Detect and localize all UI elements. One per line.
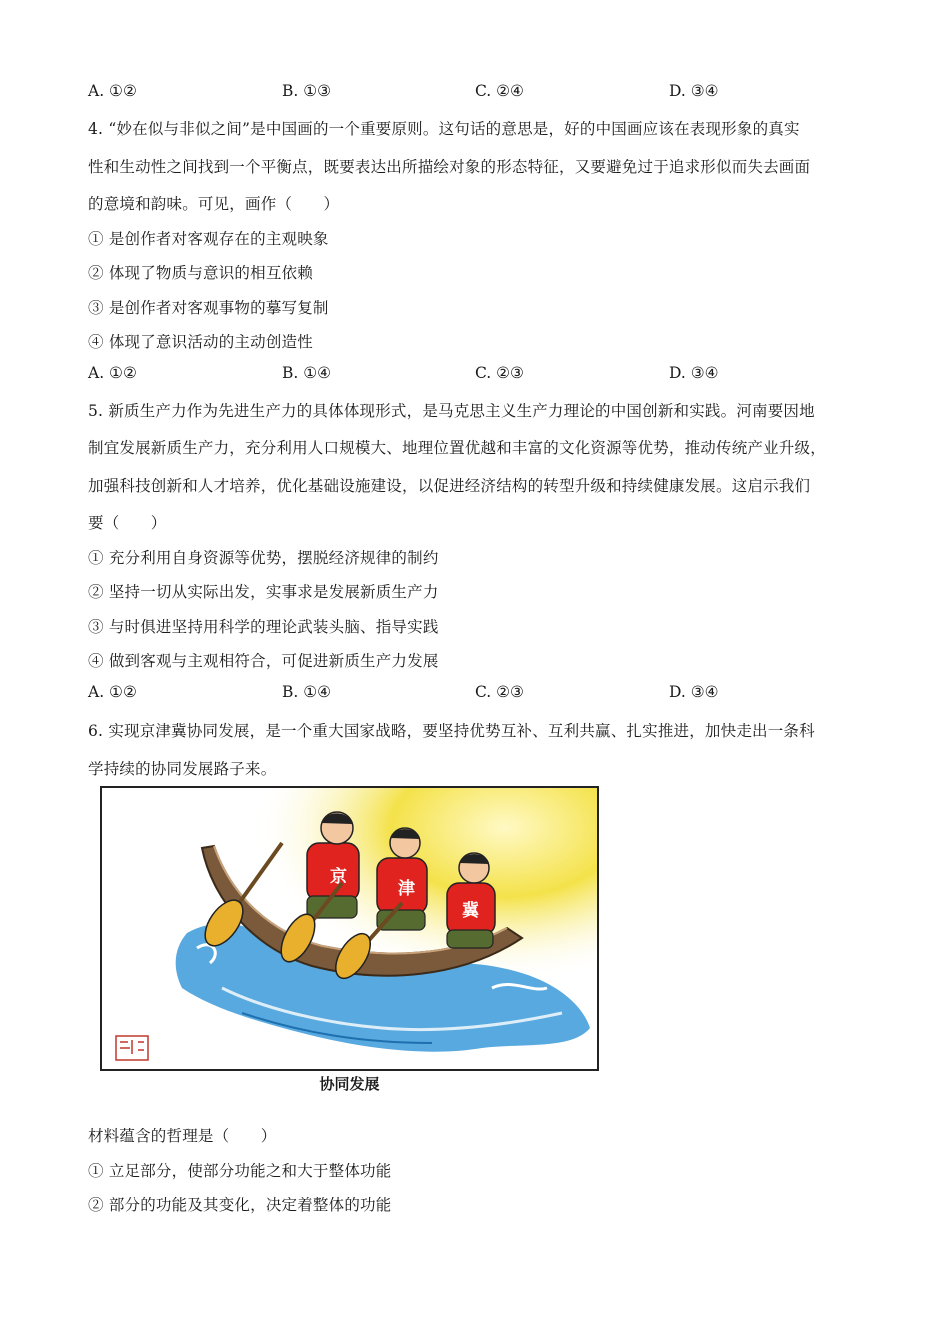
q5-stem-line-3: 加强科技创新和人才培养，优化基础设施建设，以促进经济结构的转型升级和持续健康发展。这启示我们 bbox=[88, 477, 811, 495]
q5-stem-line-1: 5. 新质生产力作为先进生产力的具体体现形式，是马克思主义生产力理论的中国创新和实践。河南要因地 bbox=[88, 402, 815, 420]
q4-stem-line-1: 4. “妙在似与非似之间”是中国画的一个重要原则。这句话的意思是，好的中国画应该在表现形象的真实 bbox=[88, 120, 800, 138]
q4-option-b[interactable]: B. ①④ bbox=[282, 364, 332, 382]
q5-item-1: ① 充分利用自身资源等优势，摆脱经济规律的制约 bbox=[88, 549, 439, 567]
figure-caption: 协同发展 bbox=[319, 1075, 380, 1093]
cartoon-figure bbox=[100, 786, 599, 1071]
q6-stem-line-2: 学持续的协同发展路子来。 bbox=[88, 760, 277, 778]
rowing-boat-illustration bbox=[102, 788, 597, 1069]
q3-option-b[interactable]: B. ①③ bbox=[282, 82, 332, 100]
shirt-label-ji: 冀 bbox=[462, 901, 479, 921]
shirt-label-jin: 津 bbox=[398, 879, 415, 899]
q4-item-4: ④ 体现了意识活动的主动创造性 bbox=[88, 333, 313, 351]
q3-option-c[interactable]: C. ②④ bbox=[475, 82, 524, 100]
q5-stem-line-2: 制宜发展新质生产力，充分利用人口规模大、地理位置优越和丰富的文化资源等优势，推动传统产业升级， bbox=[88, 439, 826, 457]
q4-item-2: ② 体现了物质与意识的相互依赖 bbox=[88, 264, 313, 282]
q5-item-4: ④ 做到客观与主观相符合，可促进新质生产力发展 bbox=[88, 652, 439, 670]
q5-item-2: ② 坚持一切从实际出发，实事求是发展新质生产力 bbox=[88, 583, 439, 601]
q5-stem-line-4: 要（ ） bbox=[88, 514, 167, 532]
q5-option-b[interactable]: B. ①④ bbox=[282, 683, 332, 701]
shirt-label-jing: 京 bbox=[330, 867, 347, 887]
q4-option-d[interactable]: D. ③④ bbox=[669, 364, 719, 382]
q6-item-1: ① 立足部分，使部分功能之和大于整体功能 bbox=[88, 1162, 392, 1180]
q5-option-d[interactable]: D. ③④ bbox=[669, 683, 719, 701]
q4-stem-line-3: 的意境和韵味。可见，画作（ ） bbox=[88, 195, 340, 213]
q6-item-2: ② 部分的功能及其变化，决定着整体的功能 bbox=[88, 1196, 392, 1214]
q4-option-c[interactable]: C. ②③ bbox=[475, 364, 524, 382]
q4-stem-line-2: 性和生动性之间找到一个平衡点，既要表达出所描绘对象的形态特征，又要避免过于追求形似而失去画面 bbox=[88, 158, 811, 176]
q6-stem-line-1: 6. 实现京津冀协同发展，是一个重大国家战略，要坚持优势互补、互利共赢、扎实推进，加快走出一条科 bbox=[88, 722, 815, 740]
q4-option-a[interactable]: A. ①② bbox=[88, 364, 137, 382]
q5-option-a[interactable]: A. ①② bbox=[88, 683, 137, 701]
q3-option-a[interactable]: A. ①② bbox=[88, 82, 137, 100]
q3-option-d[interactable]: D. ③④ bbox=[669, 82, 719, 100]
q6-question: 材料蕴含的哲理是（ ） bbox=[88, 1127, 277, 1145]
artist-seal bbox=[116, 1036, 148, 1060]
q5-option-c[interactable]: C. ②③ bbox=[475, 683, 524, 701]
q4-item-1: ① 是创作者对客观存在的主观映象 bbox=[88, 230, 329, 248]
q4-item-3: ③ 是创作者对客观事物的摹写复制 bbox=[88, 299, 329, 317]
q5-item-3: ③ 与时俱进坚持用科学的理论武装头脑、指导实践 bbox=[88, 618, 439, 636]
